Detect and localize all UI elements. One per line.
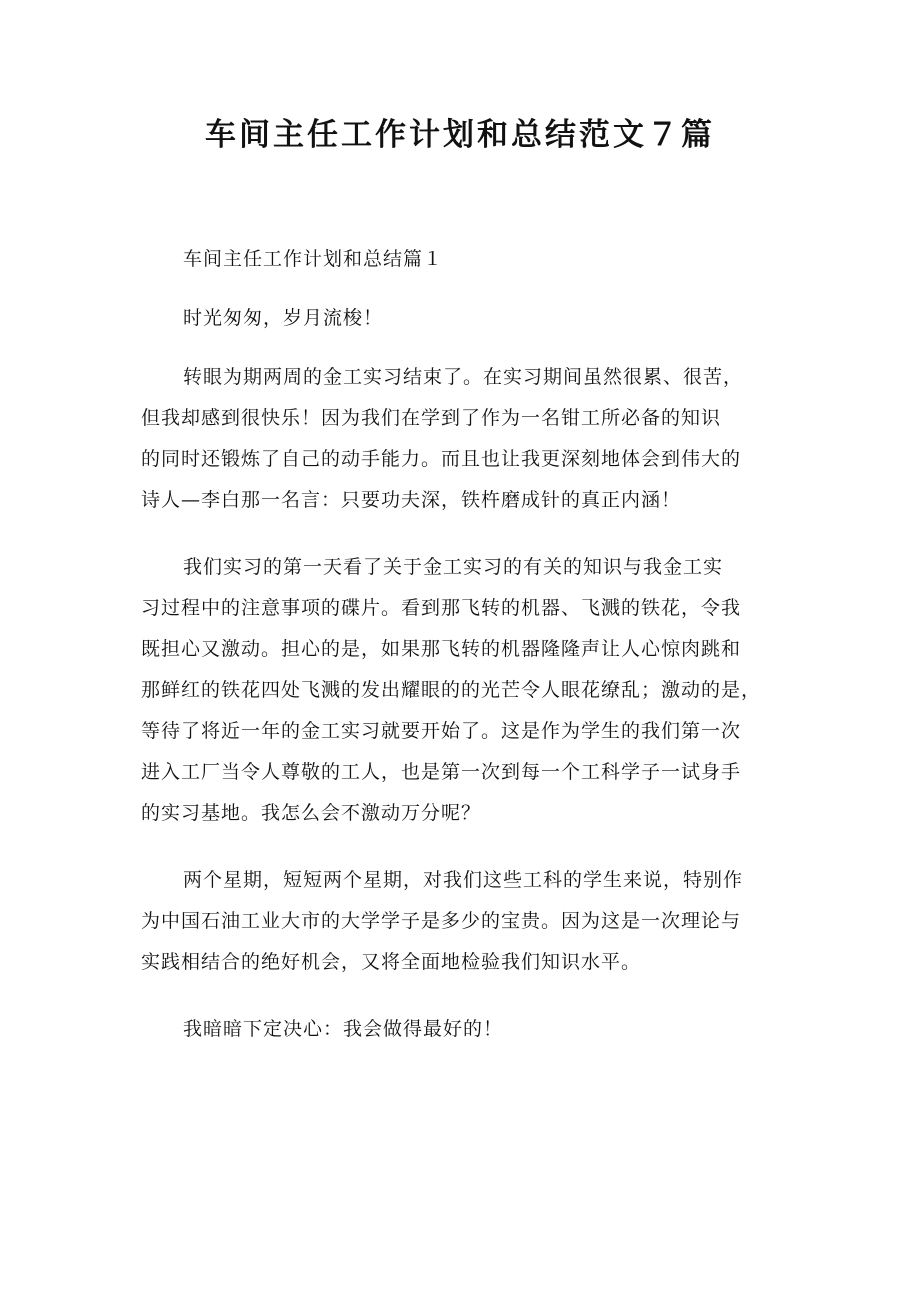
paragraph-line: 两个星期，短短两个星期，对我们这些工科的学生来说，特别作 (183, 869, 744, 891)
paragraph-line: 时光匆匆，岁月流梭！ (183, 307, 384, 329)
paragraph-1 (141, 298, 791, 339)
paragraph-line: 为中国石油工业大市的大学学子是多少的宝贵。因为这是一次理论与 (141, 910, 742, 932)
paragraph-3 (141, 547, 791, 834)
section-heading (141, 239, 791, 280)
paragraph-line: 我暗暗下定决心：我会做得最好的！ (183, 1018, 504, 1040)
paragraph-line: 的同时还锻炼了自己的动手能力。而且也让我更深刻地体会到伟大的 (141, 448, 742, 470)
paragraph-line: 习过程中的注意事项的碟片。看到那飞转的机器、飞溅的铁花，令我 (141, 597, 742, 619)
paragraph-line: 诗人—李白那一名言：只要功夫深，铁杵磨成针的真正内涵！ (141, 489, 682, 511)
paragraph-2 (141, 357, 791, 521)
paragraph-line: 的实习基地。我怎么会不激动万分呢？ (141, 802, 482, 824)
paragraph-line: 等待了将近一年的金工实习就要开始了。这是作为学生的我们第一次 (141, 720, 742, 742)
document-title: 车间主任工作计划和总结范文７篇 (205, 117, 715, 153)
paragraph-line: 那鲜红的铁花四处飞溅的发出耀眼的的光芒令人眼花缭乱；激动的是， (141, 679, 762, 701)
paragraph-line: 转眼为期两周的金工实习结束了。在实习期间虽然很累、很苦， (183, 366, 744, 388)
paragraph-line: 实践相结合的绝好机会，又将全面地检验我们知识水平。 (141, 951, 642, 973)
paragraph-line: 既担心又激动。担心的是，如果那飞转的机器隆隆声让人心惊肉跳和 (141, 638, 742, 660)
paragraph-5 (141, 1009, 791, 1050)
document-body (141, 239, 791, 1068)
section-heading-text: 车间主任工作计划和总结篇１ (183, 248, 444, 270)
paragraph-line: 我们实习的第一天看了关于金工实习的有关的知识与我金工实 (183, 556, 724, 578)
paragraph-4 (141, 860, 791, 983)
paragraph-line: 进入工厂当令人尊敬的工人，也是第一次到每一个工科学子一试身手 (141, 761, 742, 783)
paragraph-line: 但我却感到很快乐！因为我们在学到了作为一名钳工所必备的知识 (141, 407, 722, 429)
